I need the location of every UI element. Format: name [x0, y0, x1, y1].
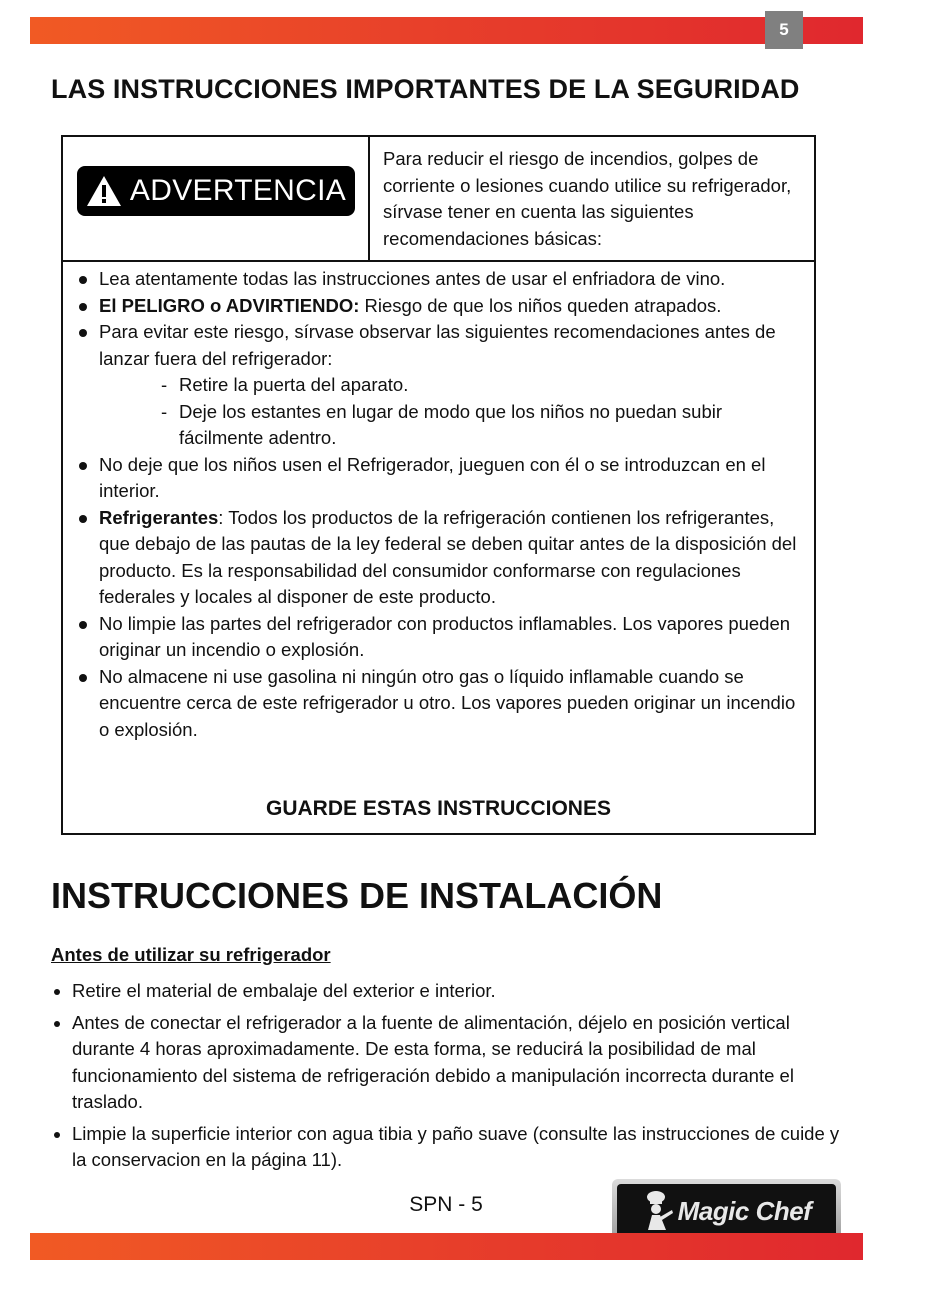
installation-item: Antes de conectar el refrigerador a la fuente de alimentación, déjelo en posición vertical durante 4 horas aproximadamente. De esta forma, se reducirá la posibilidad de mal funcionamiento del sistema de refrigeración debido a manipulación incorrecta durante el traslado.	[51, 1010, 841, 1116]
warning-box	[61, 135, 816, 835]
chef-icon	[642, 1190, 674, 1232]
warning-item: No deje que los niños usen el Refrigerador, jueguen con él o se introduzcan en el interior.	[77, 452, 802, 505]
warning-item: Refrigerantes: Todos los productos de la refrigeración contienen los refrigerantes, que debajo de las pautas de la ley federal se deben quitar antes de la disposición del producto. Es la responsabilidad del consumidor conformarse con regulaciones federales y locales al disponer de este producto.	[77, 505, 802, 611]
footer-accent-bar	[30, 1233, 863, 1260]
warning-subitem: - Deje los estantes en lugar de modo que los niños no puedan subir fácilmente adentro.	[99, 399, 802, 452]
page-number-badge: 5	[765, 11, 803, 49]
footer-page-label: SPN - 5	[409, 1193, 483, 1216]
installation-subtitle: Antes de utilizar su refrigerador	[51, 944, 331, 965]
warning-intro: Para reducir el riesgo de incendios, golpes de corriente o lesiones cuando utilice su refrigerador, sírvase tener en cuenta las siguientes recomendaciones básicas:	[383, 148, 792, 249]
warning-subitem: - Retire la puerta del aparato.	[99, 372, 802, 399]
warning-header-divider	[368, 137, 370, 260]
brand-name: Magic Chef	[677, 1195, 812, 1226]
installation-list	[51, 978, 841, 1179]
safety-title: LAS INSTRUCCIONES IMPORTANTES DE LA SEGURIDAD	[51, 74, 800, 104]
warning-item: Para evitar este riesgo, sírvase observar las siguientes recomendaciones antes de lanzar fuera del refrigerador: - Retire la puerta del aparato. - Deje los estantes en lugar de modo que los niños no puedan subir fácilmente adentro.	[77, 319, 802, 452]
warning-item: No almacene ni use gasolina ni ningún otro gas o líquido inflamable cuando se encuentre cerca de este refrigerador u otro. Los vapores pueden originar un incendio o explosión.	[77, 664, 802, 744]
warning-item: Lea atentamente todas las instrucciones antes de usar el enfriadora de vino.	[77, 266, 802, 293]
warning-triangle-icon	[86, 175, 122, 207]
warning-list	[77, 266, 802, 743]
warning-badge	[77, 166, 355, 216]
installation-item: Retire el material de embalaje del exterior e interior.	[51, 978, 841, 1005]
installation-item: Limpie la superficie interior con agua tibia y paño suave (consulte las instrucciones de cuide y la conservacion en la página 11).	[51, 1121, 841, 1174]
save-instructions-note: GUARDE ESTAS INSTRUCCIONES	[266, 797, 611, 820]
warning-badge-label: ADVERTENCIA	[129, 174, 347, 207]
warning-item: No limpie las partes del refrigerador con productos inflamables. Los vapores pueden originar un incendio o explosión.	[77, 611, 802, 664]
header-accent-bar	[30, 17, 863, 44]
warning-header	[63, 137, 814, 262]
warning-body	[77, 266, 802, 743]
installation-title: INSTRUCCIONES DE INSTALACIÓN	[51, 875, 663, 916]
warning-item: El PELIGRO o ADVIRTIENDO: Riesgo de que los niños queden atrapados.	[77, 293, 802, 320]
warning-sublist	[99, 372, 802, 452]
